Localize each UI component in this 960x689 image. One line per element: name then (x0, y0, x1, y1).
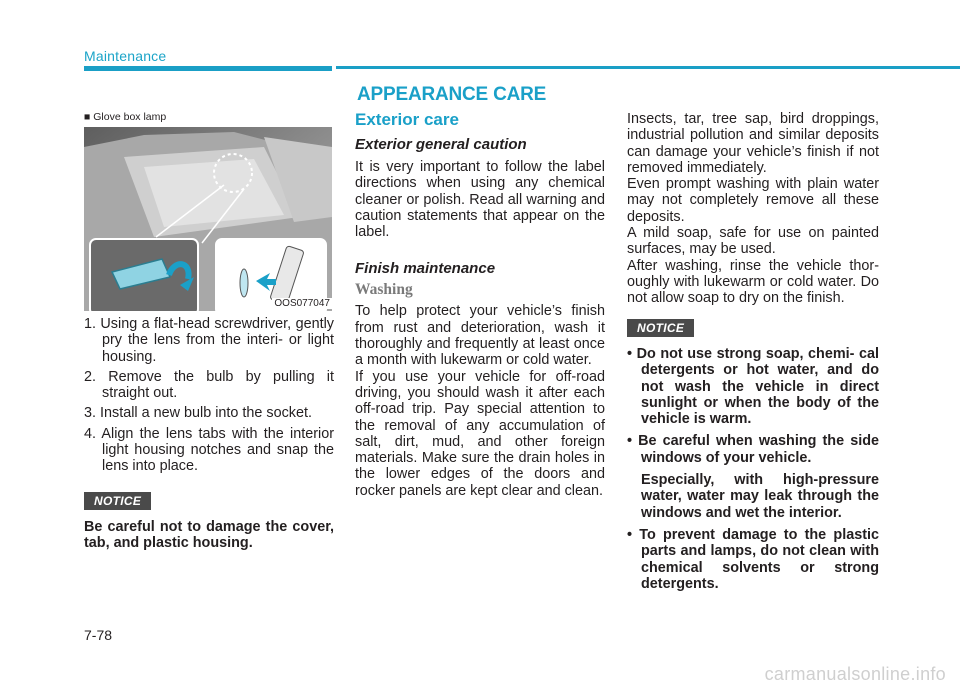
notice-badge-left: NOTICE (84, 492, 151, 510)
notice-bullet-2-continuation: Especially, with high-pressure water, water may leak through the windows and wet the interior. (641, 472, 879, 521)
page-number: 7-78 (84, 627, 113, 643)
finish-maintenance-heading: Finish maintenance (355, 260, 496, 278)
figure-caption: ■ Glove box lamp (84, 111, 167, 123)
notice-text-left: Be careful not to damage the cover, tab, and plastic housing. (84, 519, 334, 552)
mild-soap-paragraph: A mild soap, safe for use on painted surfaces, may be used. (627, 225, 879, 258)
step-1: 1. Using a flat-head screwdriver, gently pry the lens from the interi- or light housing. (84, 316, 334, 365)
step-2: 2. Remove the bulb by pulling it straight out. (84, 368, 334, 402)
exterior-caution-heading: Exterior general caution (355, 136, 527, 153)
figure-code: OOS077047 (274, 298, 330, 309)
notice-badge-right: NOTICE (627, 319, 694, 337)
notice-bullet-3: • To prevent damage to the plastic parts and lamps, do not clean with chemical solvents or strong detergents. (627, 526, 879, 592)
middle-column (355, 136, 605, 499)
right-column (627, 111, 879, 307)
glove-box-photo (84, 127, 332, 311)
notice-bullets (627, 346, 879, 598)
replacement-steps (84, 316, 334, 479)
rinse-paragraph: After washing, rinse the vehicle thor- oughly with lukewarm or cold water. Do not allow soap to dry on the finish. (627, 257, 879, 307)
header-rule-thick (84, 66, 332, 71)
glove-box-lamp-figure (84, 111, 332, 311)
washing-paragraph-1: To help protect your vehicle’s finish from rust and deterioration, wash it thoroughly and frequently at least once a month with lukewarm or cold water. (355, 303, 605, 369)
exterior-care-heading: Exterior care (355, 110, 459, 129)
deposits-paragraph: Insects, tar, tree sap, bird droppings, industrial pollution and similar deposits can damage your vehicle’s finish if not removed immediately. (627, 111, 879, 176)
step-4: 4. Align the lens tabs with the interior light housing notches and snap the lens into place. (84, 425, 334, 475)
notice-bullet-2-text: • Be careful when washing the side windows of your vehicle. (627, 433, 879, 466)
plain-water-paragraph: Even prompt washing with plain water may not completely remove all these deposits. (627, 176, 879, 225)
caution-paragraph: It is very important to follow the label directions when using any chemical cleaner or polish. Read all warning and caution statements that appear on the label. (355, 159, 605, 241)
notice-bullet-1: • Do not use strong soap, chemi- cal detergents or hot water, and do not wash the vehicle in direct sunlight or when the body of the vehicle is warm. (627, 346, 879, 428)
header-rule-thin (336, 66, 960, 69)
washing-paragraph-2: If you use your vehicle for off-road driving, you should wash it after each off-road trip. Pay special attention to the removal of any accumulation of salt, dirt, mud, and other foreign materials. Make sure the drain holes in the lower edges of the doors and rocker panels are kept clear and clean. (355, 368, 605, 499)
notice-bullet-2 (627, 433, 879, 520)
washing-heading: Washing (355, 281, 413, 299)
section-label: Maintenance (84, 48, 167, 64)
site-watermark: carmanualsonline.info (764, 664, 946, 684)
step-3: 3. Install a new bulb into the socket. (84, 405, 312, 422)
page-title: APPEARANCE CARE (357, 84, 547, 105)
